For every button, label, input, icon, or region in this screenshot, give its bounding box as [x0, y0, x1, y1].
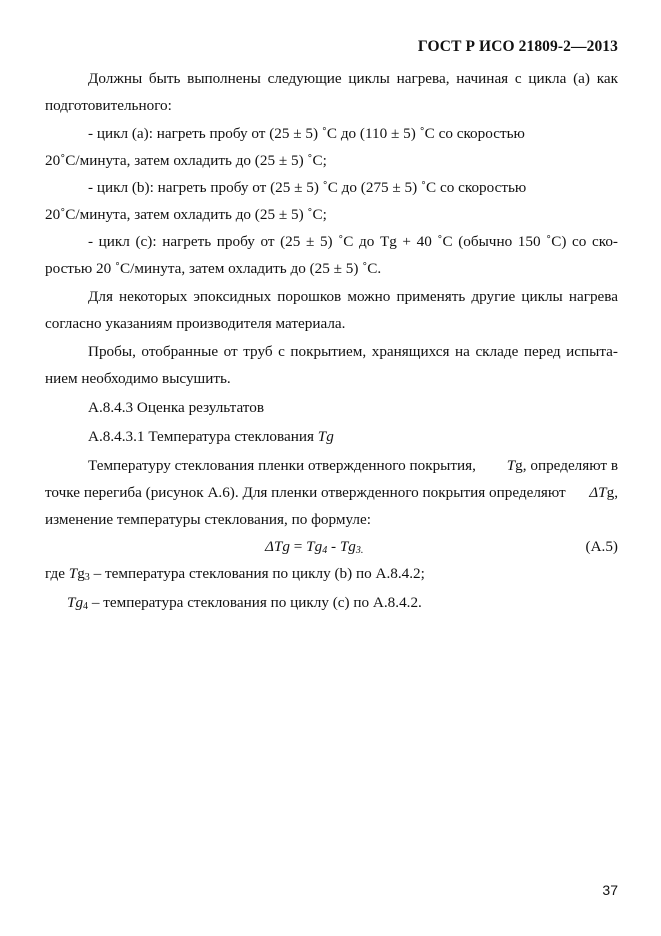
where-g-symbol: g	[77, 565, 85, 582]
glass-line2-suffix: ,	[614, 484, 618, 501]
formula-term1: Tg	[306, 538, 323, 555]
other-cycles-line2: согласно указаниям производителя материала.	[45, 315, 346, 332]
where2-text: – температура стеклования по циклу (с) по А.8.4.2.	[88, 594, 422, 611]
where-sub: 3	[84, 572, 90, 583]
where2-tg-symbol: Tg	[67, 594, 84, 611]
cycle-c-line1: - цикл (с): нагреть пробу от (25 ± 5) ˚С до Tg + 40 ˚С (обычно 150 ˚С) со ско-	[88, 233, 618, 250]
cycle-b-line2: 20˚С/минута, затем охладить до (25 ± 5) ˚С;	[45, 206, 327, 223]
t-symbol: T	[506, 457, 516, 474]
formula-term2: Tg	[339, 538, 356, 555]
where-text: – температура стеклования по циклу (b) по А.8.4.2;	[89, 565, 425, 582]
section-heading-a8431	[88, 428, 334, 446]
glass-line1-text: Температуру стеклования пленки отвержденного покрытия,	[88, 457, 476, 474]
where-t-symbol: T	[68, 565, 78, 582]
formula-minus: -	[327, 538, 340, 555]
formula-a5	[265, 538, 363, 556]
cycle-a-line1: - цикл (а): нагреть пробу от (25 ± 5) ˚С до (110 ± 5) ˚С со скоростью	[88, 125, 525, 142]
tg-symbol: Tg	[317, 428, 334, 445]
document-header: ГОСТ Р ИСО 21809-2—2013	[417, 38, 618, 55]
formula-term2-sub: 3.	[355, 545, 364, 556]
where-line2	[67, 594, 422, 612]
section-heading-a8431-text: А.8.4.3.1 Температура стеклования	[88, 428, 318, 445]
cycle-c-line2: ростью 20 ˚С/минута, затем охладить до (25 ± 5) ˚С.	[45, 260, 382, 277]
delta-g-symbol: g	[606, 484, 615, 501]
g-symbol: g	[515, 457, 523, 474]
formula-equals: =	[289, 538, 307, 555]
glass-paragraph-line1	[88, 457, 618, 475]
section-heading-a843: А.8.4.3 Оценка результатов	[88, 399, 265, 416]
where-line1	[45, 565, 425, 583]
samples-line2: нием необходимо высушить.	[45, 370, 231, 387]
samples-line1: Пробы, отобранные от труб с покрытием, хранящихся на складе перед испыта-	[88, 343, 618, 360]
delta-t-symbol: ΔT	[589, 484, 607, 501]
glass-line2-text: точке перегиба (рисунок А.6). Для пленки отвержденного покрытия определяют	[45, 484, 566, 501]
intro-paragraph-line2: подготовительного:	[45, 97, 172, 114]
glass-paragraph-line2	[45, 484, 618, 502]
intro-paragraph-line1: Должны быть выполнены следующие циклы нагрева, начиная с цикла (а) как	[88, 70, 618, 87]
glass-line1-suffix: , определяют в	[522, 457, 618, 474]
where-prefix: где	[45, 565, 69, 582]
glass-paragraph-line3: изменение температуры стеклования, по формуле:	[45, 511, 371, 528]
other-cycles-line1: Для некоторых эпоксидных порошков можно применять другие циклы нагрева	[88, 288, 618, 305]
formula-term1-sub: 4	[322, 545, 328, 556]
formula-lhs: ΔTg	[265, 538, 290, 555]
page-number: 37	[602, 882, 618, 898]
formula-number: (А.5)	[585, 538, 618, 555]
where2-sub: 4	[83, 601, 89, 612]
cycle-a-line2: 20˚С/минута, затем охладить до (25 ± 5) ˚С;	[45, 152, 327, 169]
cycle-b-line1: - цикл (b): нагреть пробу от (25 ± 5) ˚С до (275 ± 5) ˚С со скоростью	[88, 179, 527, 196]
